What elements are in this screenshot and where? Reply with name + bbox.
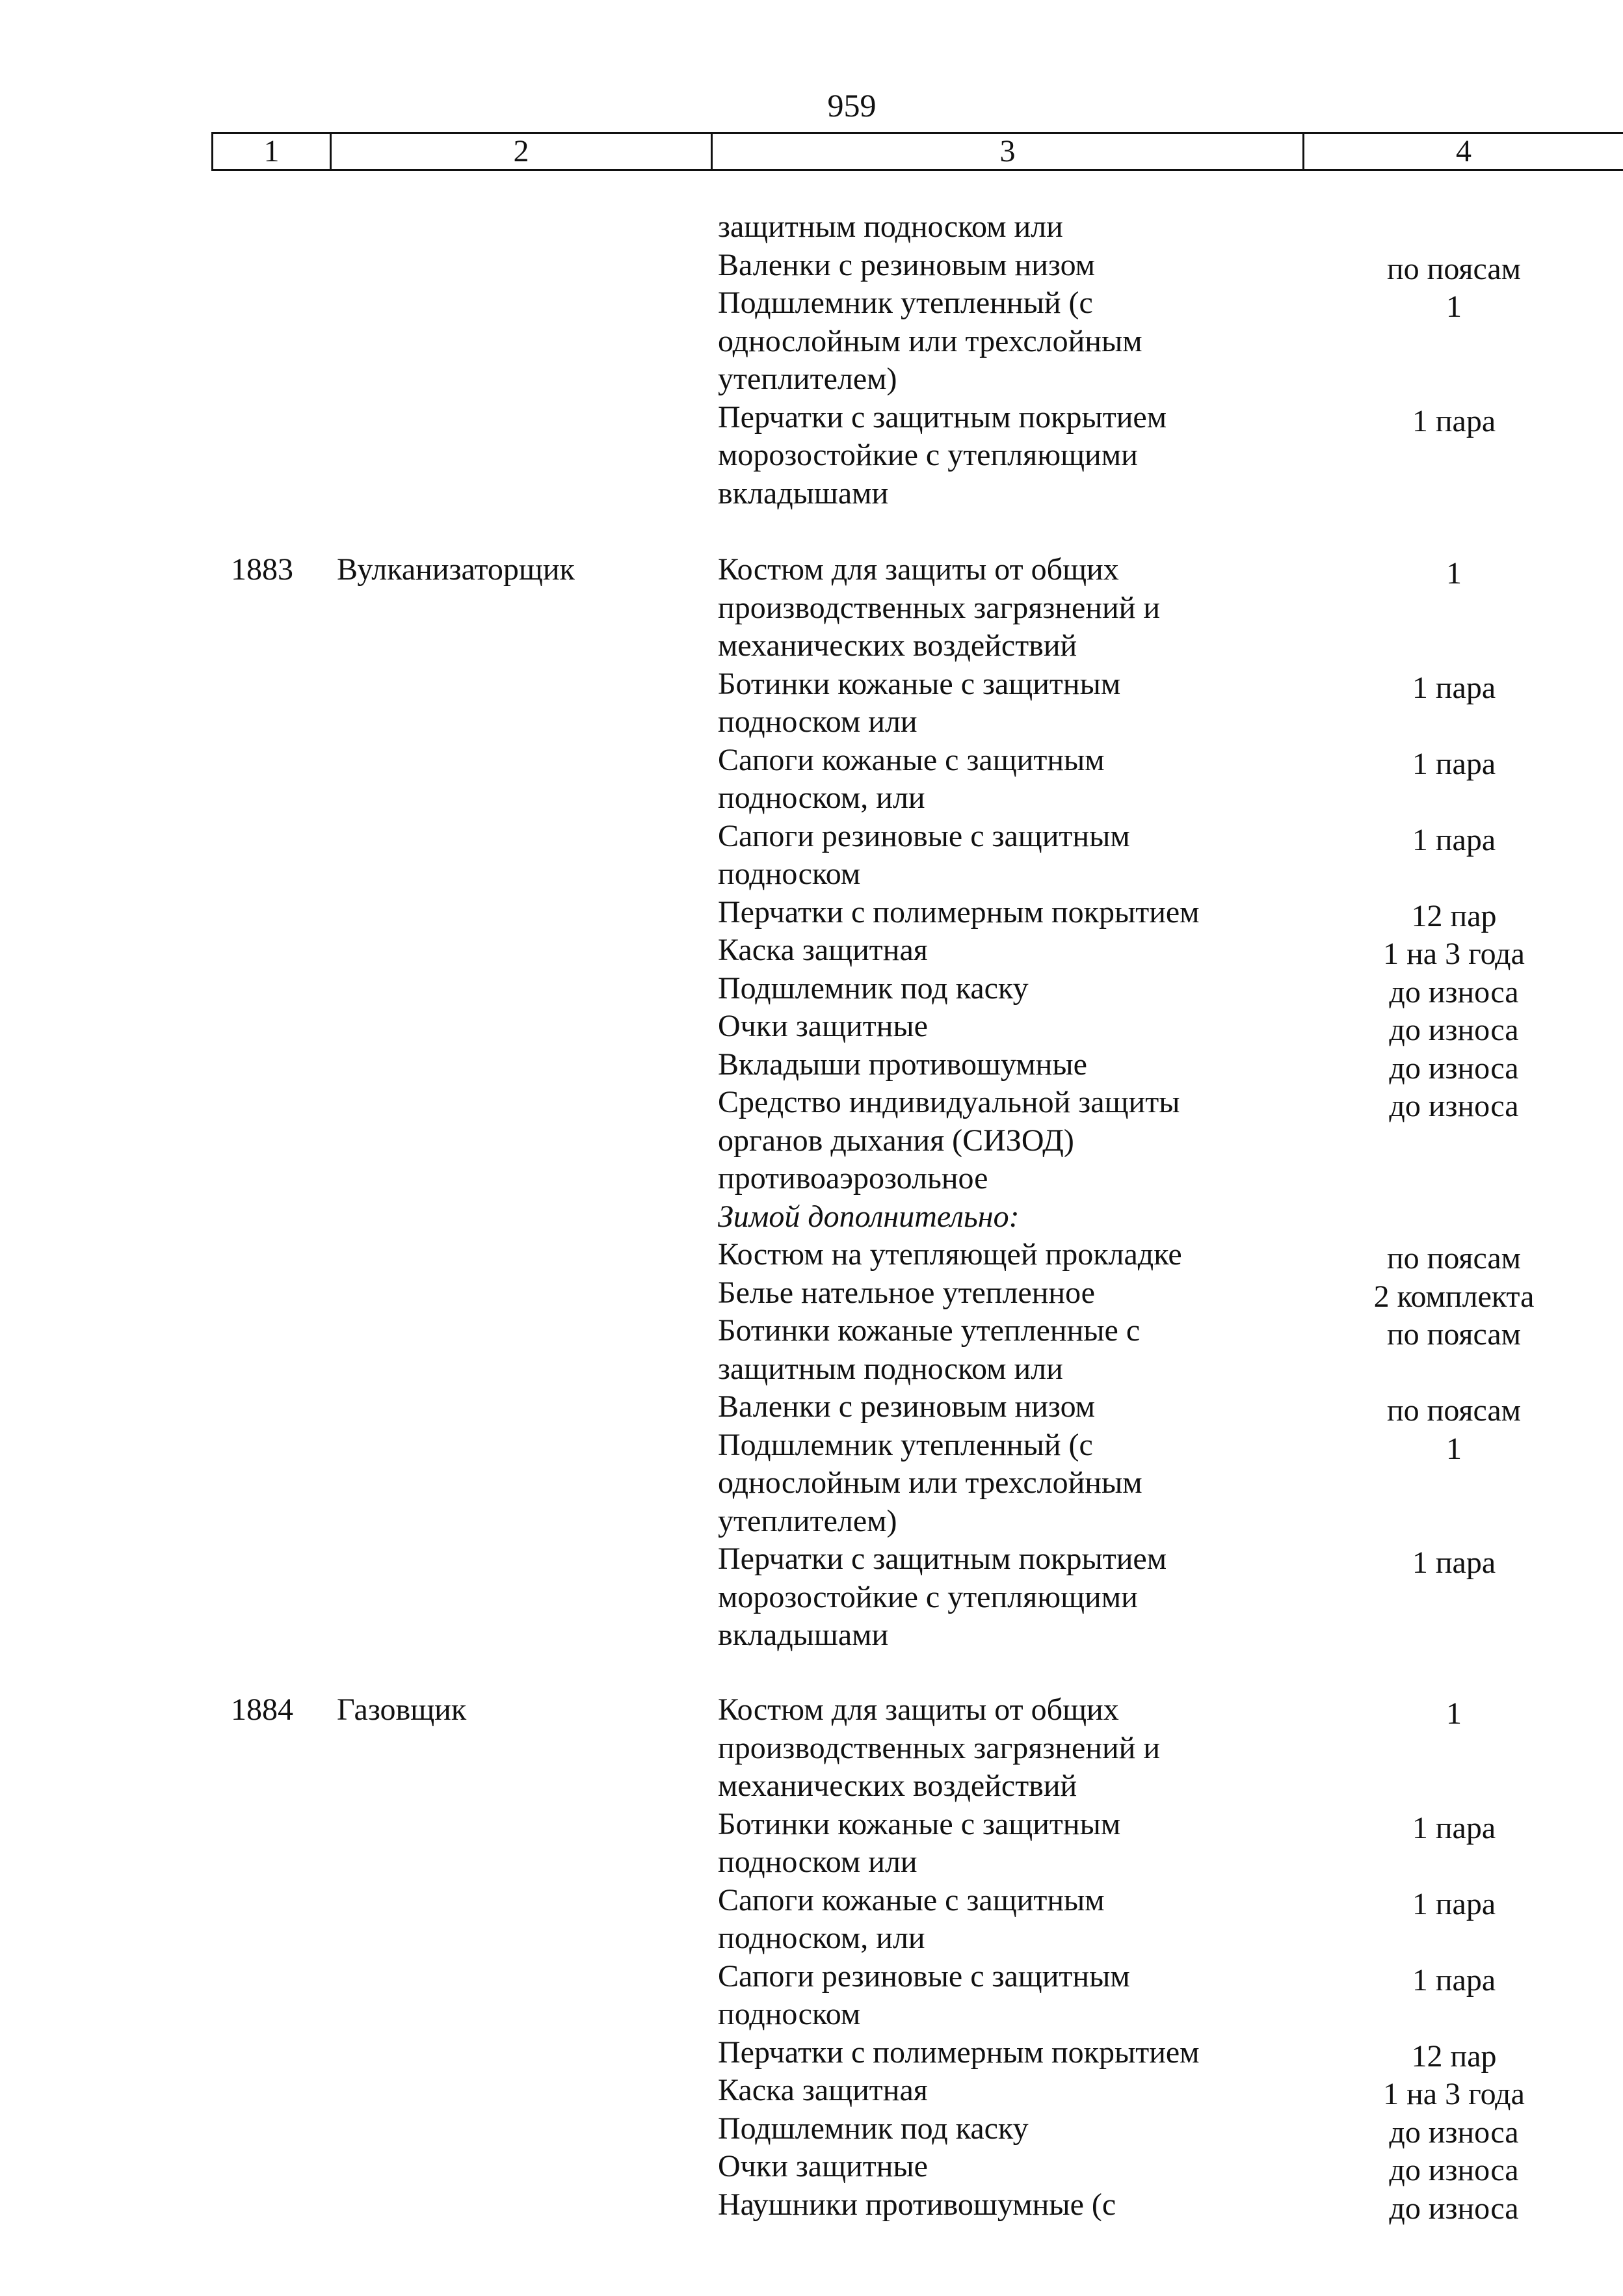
profession-name: Газовщик [337,1692,467,1727]
list-item [718,1312,1522,1388]
list-item [718,1274,1535,1314]
item-qty: 1 на 3 года [1383,2077,1525,2111]
item-qty: по поясам [1386,1241,1522,1275]
item-qty: 1 на 3 года [1383,937,1525,971]
item-qty: 1 пара [1412,1962,1496,1997]
item-qty: 2 комплекта [1373,1279,1535,1314]
item-name: Перчатки с защитным покрытием морозостойкие с утепляющими вкладышами [718,399,1167,511]
item-qty: 1 пара [1412,1810,1496,1845]
item-qty: 1 [1446,556,1462,591]
item-qty: 1 [1446,1696,1462,1731]
item-qty: 12 пар [1411,2038,1497,2074]
item-list [718,551,1535,1655]
item-qty: 1 пара [1412,822,1496,857]
item-qty: по поясам [1386,1317,1522,1352]
item-name: Перчатки с защитным покрытием морозостойкие с утепляющими вкладышами [718,1542,1167,1652]
item-name: Средство индивидуальной защиты органов дыхания (СИЗОД) противоаэрозольное [718,1085,1180,1195]
list-item [718,1236,1522,1275]
item-list [718,208,1522,513]
item-name: Костюм на утепляющей прокладке [718,1237,1182,1272]
list-item [718,551,1462,665]
item-name: Зимой дополнительно: [718,1199,1020,1234]
list-item [718,2186,1519,2226]
item-qty: 1 [1446,1431,1462,1466]
list-item [718,284,1462,399]
list-item [718,2110,1519,2150]
list-item [718,970,1519,1009]
item-qty: по поясам [1386,1393,1522,1428]
item-name: Вкладыши противошумные [718,1047,1087,1082]
list-item [718,894,1497,933]
item-name: Подшлемник под каску [718,2111,1029,2146]
item-name: Валенки с резиновым низом [718,1389,1096,1424]
item-name: Подшлемник утепленный (с однослойным или трехслойным утеплителем) [718,286,1142,396]
list-item [718,1388,1522,1428]
item-name: Ботинки кожаные утепленные с защитным подноском или [718,1313,1141,1386]
list-item [718,247,1522,286]
list-item [718,1084,1519,1198]
item-qty: по поясам [1386,251,1522,286]
item-qty: 1 пара [1412,670,1496,705]
header-col-4: 4 [1456,134,1471,168]
item-qty: 1 пара [1412,1886,1496,1921]
item-name: Перчатки с полимерным покрытием [718,2035,1200,2070]
profession-code: 1884 [231,1692,293,1727]
list-item [718,2034,1497,2074]
list-item [718,1008,1519,1047]
item-qty: 1 пара [1412,1545,1496,1580]
header-col-2: 2 [332,134,713,169]
list-item [718,665,1496,741]
item-name: Каска защитная [718,933,928,967]
list-item [718,1691,1462,1806]
item-name: защитным подноском или [718,209,1063,244]
item-qty: 12 пар [1411,898,1497,933]
item-qty: до износа [1389,1050,1519,1086]
list-item [718,1046,1519,1086]
item-qty: до износа [1389,2115,1519,2150]
list-item [718,1958,1496,2034]
item-name: Каска защитная [718,2073,928,2107]
item-name: Сапоги кожаные с защитным подноском, или [718,742,1105,815]
column-header-row [211,132,1623,171]
page-number: 959 [827,87,877,124]
list-item [718,741,1496,818]
item-qty: до износа [1389,1013,1519,1047]
header-col-1: 1 [213,134,332,169]
list-item [718,2148,1519,2187]
item-name: Очки защитные [718,2149,928,2183]
item-name: Сапоги кожаные с защитным подноском, или [718,1882,1105,1955]
item-name: Сапоги резиновые с защитным подноском [718,818,1130,891]
item-name: Костюм для защиты от общих производственных загрязнений и механических воздействий [718,552,1161,663]
item-qty: до износа [1389,1089,1519,1123]
profession-code: 1883 [231,552,293,587]
list-item [718,1882,1496,1958]
list-item [718,1426,1462,1541]
item-name: Ботинки кожаные с защитным подноском или [718,1806,1121,1879]
item-name: Подшлемник под каску [718,970,1029,1006]
list-item [718,1540,1496,1655]
list-item [718,1806,1496,1882]
item-qty: 1 пара [1412,403,1496,438]
list-item [718,2072,1525,2111]
item-qty: до износа [1389,2191,1519,2226]
list-item [718,818,1496,894]
item-name: Белье нательное утепленное [718,1275,1095,1310]
item-qty: до износа [1389,974,1519,1009]
item-qty: до износа [1389,2153,1519,2187]
item-name: Очки защитные [718,1009,928,1043]
section-subheading [718,1198,1277,1236]
profession-name: Вулканизаторщик [337,552,575,587]
item-name: Ботинки кожаные с защитным подноском или [718,666,1121,739]
item-list [718,1691,1525,2226]
item-name: Перчатки с полимерным покрытием [718,894,1200,929]
list-item [718,208,1277,247]
item-name: Подшлемник утепленный (с однослойным или трехслойным утеплителем) [718,1427,1142,1538]
item-qty: 1 [1446,289,1462,324]
item-qty: 1 пара [1412,746,1496,781]
item-name: Наушники противошумные (с [718,2187,1116,2222]
list-item [718,399,1496,513]
header-col-3: 3 [713,134,1304,169]
item-name: Валенки с резиновым низом [718,247,1096,282]
list-item [718,931,1525,971]
item-name: Сапоги резиновые с защитным подноском [718,1958,1130,2031]
item-name: Костюм для защиты от общих производственных загрязнений и механических воздействий [718,1692,1161,1803]
